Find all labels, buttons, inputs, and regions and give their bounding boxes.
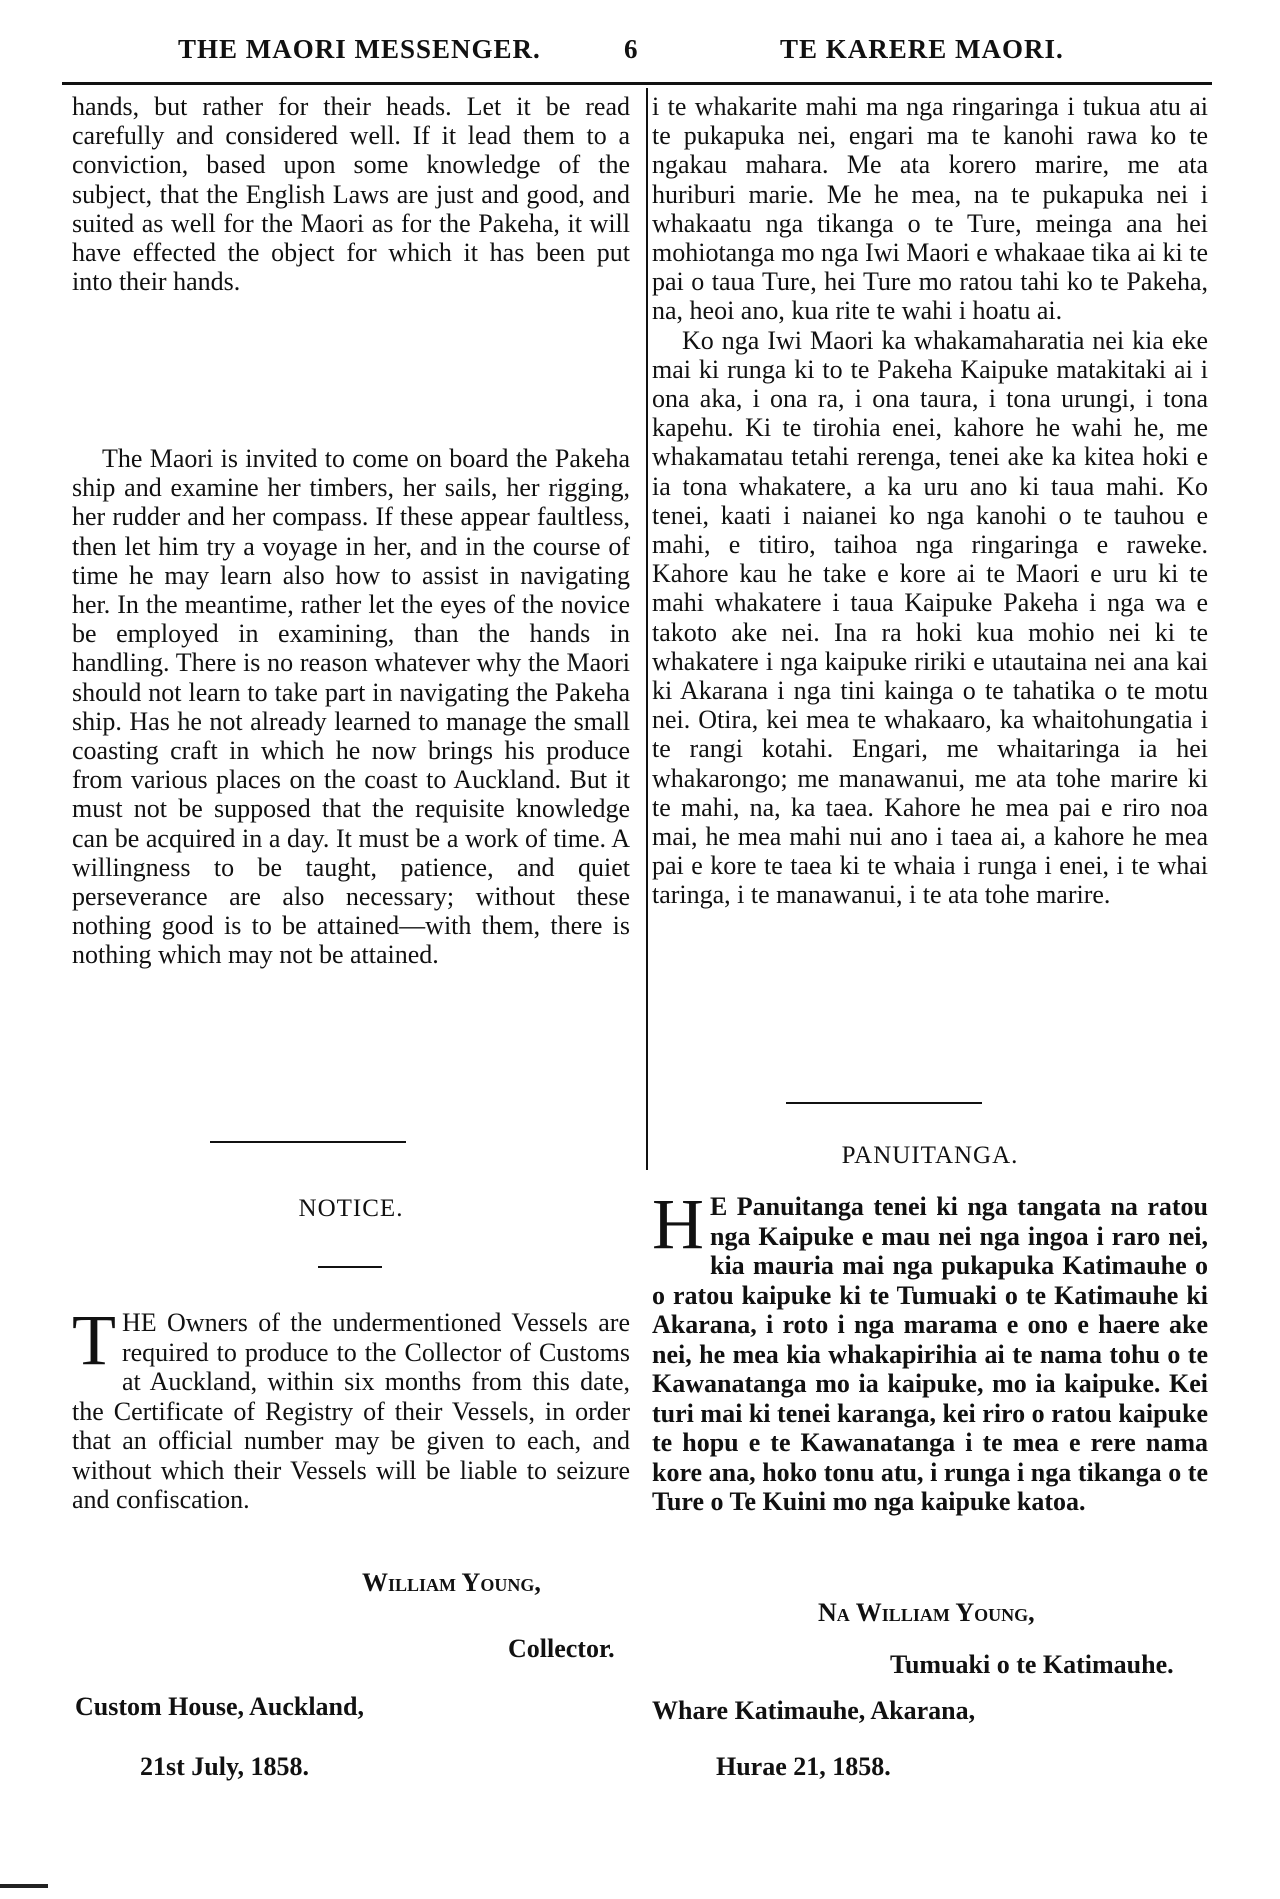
- panuitanga-heading: PANUITANGA.: [841, 1142, 1019, 1169]
- notice-date: 21st July, 1858.: [140, 1752, 310, 1781]
- panuitanga-text: E Panuitanga tenei ki nga tangata na ratou nga Kaipuke e mau nei nga ingoa i raro nei, kia mauria mai nga pukapuka Katimauhe o o ratou kaipuke ki te Tumuaki o te Katimauhe ki Akarana, i roto i nga marama e ono e haere ake nei, he mea kia whakapirihia ai te nama tohu o te Kawanatanga mo ia kaipuke, mo ia kaipuke. Kei turi mai ki tenei karanga, kei riro o ratou kaipuke te hopu e te Kawanatanga i te mea e rere nama kore ana, hoko tonu atu, i runga i nga tikanga o te Ture o Te Kuini mo nga kaipuke katoa.: [652, 1192, 1208, 1516]
- maori-paragraph-2: Ko nga Iwi Maori ka whakamaharatia nei kia eke mai ki runga ki to te Pakeha Kaipuke matakitaki ai i ona aka, i ona ra, i ona taura, i tona urungi, i tona kapehu. Ki te tirohia enei, kahore he wahi he, me whakamatau tetahi rerenga, tenei ake ka kitea hoki e ia tona whakatere, a ka uru ano ki taua mahi. Ko tenei, kaati i naianei ko nga kanohi o te tauhou e mahi, e titiro, taihoa nga ringaringa e raweke. Kahore kau he take e kore ai te Maori e uru ki te mahi whakatere i taua Kaipuke Pakeha i nga wa e takoto ake nei. Ina ra hoki kua mohio nei ki te whakatere i nga kaipuke ririki e utautaina nei ana kai ki Akarana i nga tini kainga o te tahatika o te motu nei. Otira, kei mea te whakaaro, ka whaitohungatia i te rangi kotahi. Engari, me whaitaringa ia hei whakarongo; me manawanui, me ata tohe marire ki te mahi, na, ka taea. Kahore he mea pai e riro noa mai, he mea mahi nui ano i taea ai, a kahore he mea pai e kore te taea ki te whaia i runga i enei, i te whai taringa, i te manawanui, i te ata tohe marire.: [652, 325, 1208, 910]
- maori-article: [652, 92, 1208, 910]
- english-paragraph-1: hands, but rather for their heads. Let it be read carefully and considered well. If it lead them to a conviction, based upon some knowledge of the subject, that the English Laws are just and good, and suited as well for the Maori as for the Pakeha, it will have effected the object for which it has been put into their hands.: [72, 92, 630, 297]
- section-divider-left: [210, 1141, 406, 1143]
- english-article-continuation: [72, 92, 630, 296]
- panuitanga-place: Whare Katimauhe, Akarana,: [652, 1696, 976, 1725]
- notice-text: HE Owners of the undermentioned Vessels are required to produce to the Collector of Customs at Auckland, within six months from this date, the Certificate of Registry of their Vessels, in order that an official number may be given to each, and without which their Vessels will be liable to seizure and confiscation.: [72, 1308, 630, 1514]
- panuitanga-body: [652, 1184, 1208, 1517]
- maori-paragraph-1: i te whakarite mahi ma nga ringaringa i tukua atu ai te pukapuka nei, engari ma te kanohi rawa ko te ngakau mahara. Me ata korero marire, me ata huriburi marie. Me he mea, na te pukapuka nei i whakaatu nga tikanga o te Ture, meinga ana hei mohiotanga mo nga Iwi Maori e whakaae tika ai ki te pai o taua Ture, hei Ture mo ratou tahi ko te Pakeha, na, heoi ano, kua rite te wahi i hoatu ai.: [652, 92, 1208, 326]
- panuitanga-signatory-title: Tumuaki o te Katimauhe.: [890, 1650, 1174, 1679]
- notice-heading-rule: [318, 1266, 382, 1268]
- header-english-title: THE MAORI MESSENGER.: [178, 34, 541, 64]
- page-header: [60, 34, 1230, 68]
- notice-place: Custom House, Auckland,: [75, 1692, 364, 1721]
- notice-drop-cap: T: [72, 1300, 116, 1380]
- notice-body: [72, 1300, 630, 1515]
- notice-signatory-title: Collector.: [508, 1634, 615, 1663]
- panuitanga-signatory: Na William Young,: [818, 1598, 1035, 1627]
- column-divider: [646, 88, 648, 1170]
- section-divider-right: [786, 1102, 982, 1104]
- notice-signatory: William Young,: [362, 1568, 541, 1597]
- page-number: 6: [624, 34, 639, 64]
- page-edge-mark: [0, 1884, 48, 1888]
- english-paragraph-2: The Maori is invited to come on board the Pakeha ship and examine her timbers, her sails, her rigging, her rudder and her compass. If these appear faultless, then let him try a voyage in her, and in the course of time he may learn also how to assist in navigating her. In the meantime, rather let the eyes of the novice be employed in examining, than the hands in handling. There is no reason whatever why the Maori should not learn to take part in navigating the Pakeha ship. Has he not already learned to manage the small coasting craft in which he now brings his produce from various places on the coast to Auckland. But it must not be supposed that the requisite knowledge can be acquired in a day. It must be a work of time. A willingness to be taught, patience, and quiet perseverance are also necessary; without these nothing good is to be attained—with them, there is nothing which may not be attained.: [72, 444, 630, 970]
- panuitanga-drop-cap: H: [652, 1184, 704, 1264]
- notice-heading: NOTICE.: [298, 1195, 404, 1222]
- english-article-body: [72, 444, 630, 970]
- header-maori-title: TE KARERE MAORI.: [780, 34, 1064, 64]
- panuitanga-date: Hurae 21, 1858.: [716, 1752, 891, 1781]
- header-rule: [62, 82, 1212, 85]
